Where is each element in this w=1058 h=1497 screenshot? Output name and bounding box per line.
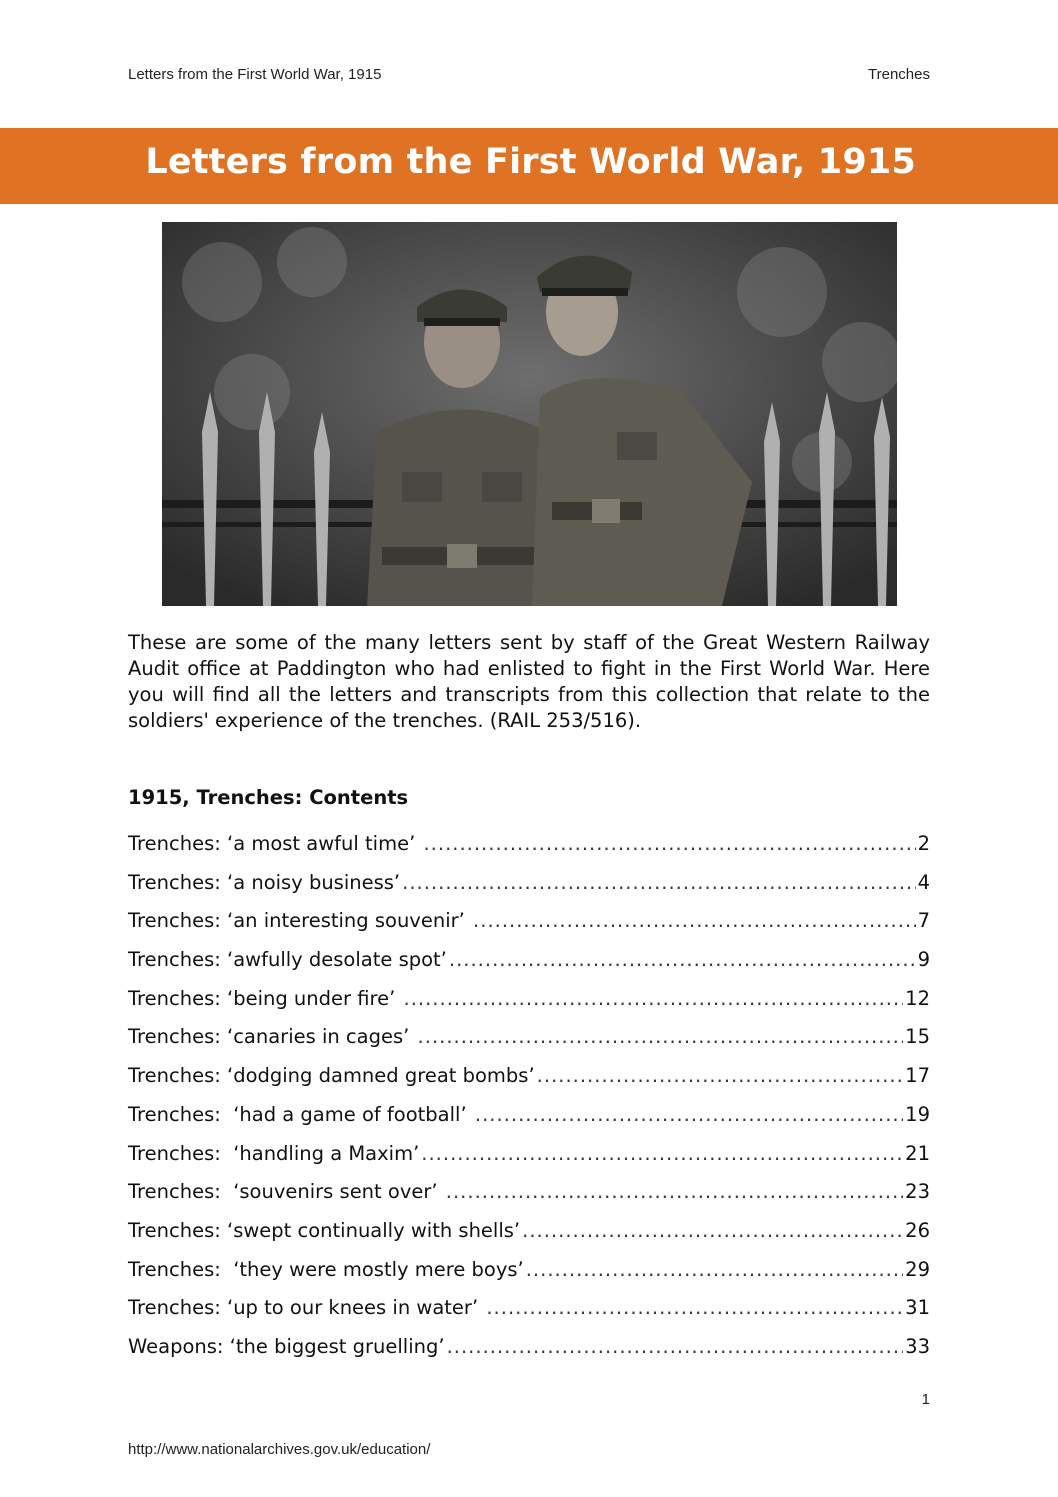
toc-entry[interactable] [128, 871, 930, 910]
toc-entry-page[interactable]: 19 [905, 1102, 930, 1126]
running-header [128, 66, 930, 83]
toc-entry-page[interactable]: 9 [917, 948, 930, 972]
toc-entry-page[interactable]: 2 [917, 832, 930, 855]
toc-entry[interactable] [128, 1258, 930, 1297]
toc-entry-title[interactable]: Trenches: ‘a most awful time’ [128, 832, 422, 855]
toc-entry[interactable] [128, 1296, 930, 1335]
page-title: Letters from the First World War, 1915 [145, 142, 916, 182]
toc-entry-page[interactable]: 31 [905, 1296, 930, 1320]
page-number: 1 [921, 1391, 930, 1408]
toc-entry[interactable] [128, 1180, 930, 1219]
toc-entry[interactable] [128, 1103, 930, 1142]
toc-entry-page[interactable]: 7 [917, 909, 930, 933]
contents-heading: 1915, Trenches: Contents [128, 786, 409, 809]
toc-entry[interactable] [128, 1219, 930, 1258]
toc-dot-leader [418, 1025, 904, 1048]
toc-entry-title[interactable]: Trenches: ‘they were mostly mere boys’ [128, 1257, 524, 1281]
toc-dot-leader [537, 1064, 904, 1087]
toc-entry-title[interactable]: Trenches: ‘an interesting souvenir’ [128, 909, 472, 933]
toc-entry[interactable] [128, 1025, 930, 1064]
toc-entry[interactable] [128, 987, 930, 1026]
toc-entry-page[interactable]: 15 [905, 1025, 930, 1049]
toc-dot-leader [473, 909, 916, 932]
toc-dot-leader [421, 1142, 903, 1165]
toc-entry-title[interactable]: Trenches: ‘handling a Maxim’ [128, 1141, 420, 1165]
toc-entry-page[interactable]: 17 [905, 1064, 930, 1088]
toc-entry-title[interactable]: Trenches: ‘canaries in cages’ [128, 1025, 416, 1049]
toc-entry-page[interactable]: 23 [905, 1180, 930, 1204]
toc-dot-leader [402, 871, 915, 894]
toc-entry-page[interactable]: 4 [917, 870, 930, 894]
toc-entry-title[interactable]: Trenches: ‘up to our knees in water’ [128, 1296, 485, 1320]
table-of-contents [128, 832, 930, 1374]
toc-entry[interactable] [128, 948, 930, 987]
toc-entry-page[interactable]: 33 [905, 1334, 930, 1358]
toc-dot-leader [404, 987, 904, 1010]
toc-entry-title[interactable]: Weapons: ‘the biggest gruelling’ [128, 1334, 445, 1358]
toc-entry[interactable] [128, 909, 930, 948]
toc-entry-title[interactable]: Trenches: ‘awfully desolate spot’ [128, 948, 447, 972]
toc-entry-title[interactable]: Trenches: ‘a noisy business’ [128, 870, 401, 894]
toc-entry[interactable] [128, 832, 930, 871]
toc-entry[interactable] [128, 1335, 930, 1374]
toc-entry-title[interactable]: Trenches: ‘being under fire’ [128, 986, 402, 1010]
toc-entry-title[interactable]: Trenches: ‘swept continually with shells’ [128, 1218, 521, 1242]
toc-entry-page[interactable]: 26 [905, 1218, 930, 1242]
toc-entry-page[interactable]: 29 [905, 1257, 930, 1281]
toc-entry-page[interactable]: 12 [905, 986, 930, 1010]
toc-entry-title[interactable]: Trenches: ‘had a game of football’ [128, 1102, 473, 1126]
toc-dot-leader [423, 832, 915, 855]
toc-entry[interactable] [128, 1064, 930, 1103]
toc-entry-title[interactable]: Trenches: ‘dodging damned great bombs’ [128, 1064, 535, 1088]
toc-dot-leader [486, 1296, 903, 1319]
intro-paragraph: These are some of the many letters sent by staff of the Great Western Railway Audit office at Paddington who had enlisted to fight in the First World War. Here you will find all the letters and transcripts from this collection that relate to the soldiers' experience of the trenches. (RAIL 253/516). [128, 631, 930, 732]
header-document-title: Letters from the First World War, 1915 [128, 66, 382, 83]
toc-entry-page[interactable]: 21 [905, 1141, 930, 1165]
toc-dot-leader [526, 1258, 903, 1281]
title-banner [0, 128, 1058, 204]
toc-dot-leader [449, 948, 916, 971]
toc-dot-leader [447, 1335, 904, 1358]
toc-dot-leader [446, 1180, 903, 1203]
photo-illustration [162, 222, 897, 606]
toc-entry-title[interactable]: Trenches: ‘souvenirs sent over’ [128, 1180, 444, 1204]
toc-dot-leader [522, 1219, 903, 1242]
toc-dot-leader [475, 1103, 903, 1126]
header-section-name: Trenches [868, 66, 930, 83]
footer-url-link[interactable]: http://www.nationalarchives.gov.uk/education/ [128, 1441, 431, 1458]
toc-entry[interactable] [128, 1142, 930, 1181]
soldiers-photograph [162, 222, 897, 606]
